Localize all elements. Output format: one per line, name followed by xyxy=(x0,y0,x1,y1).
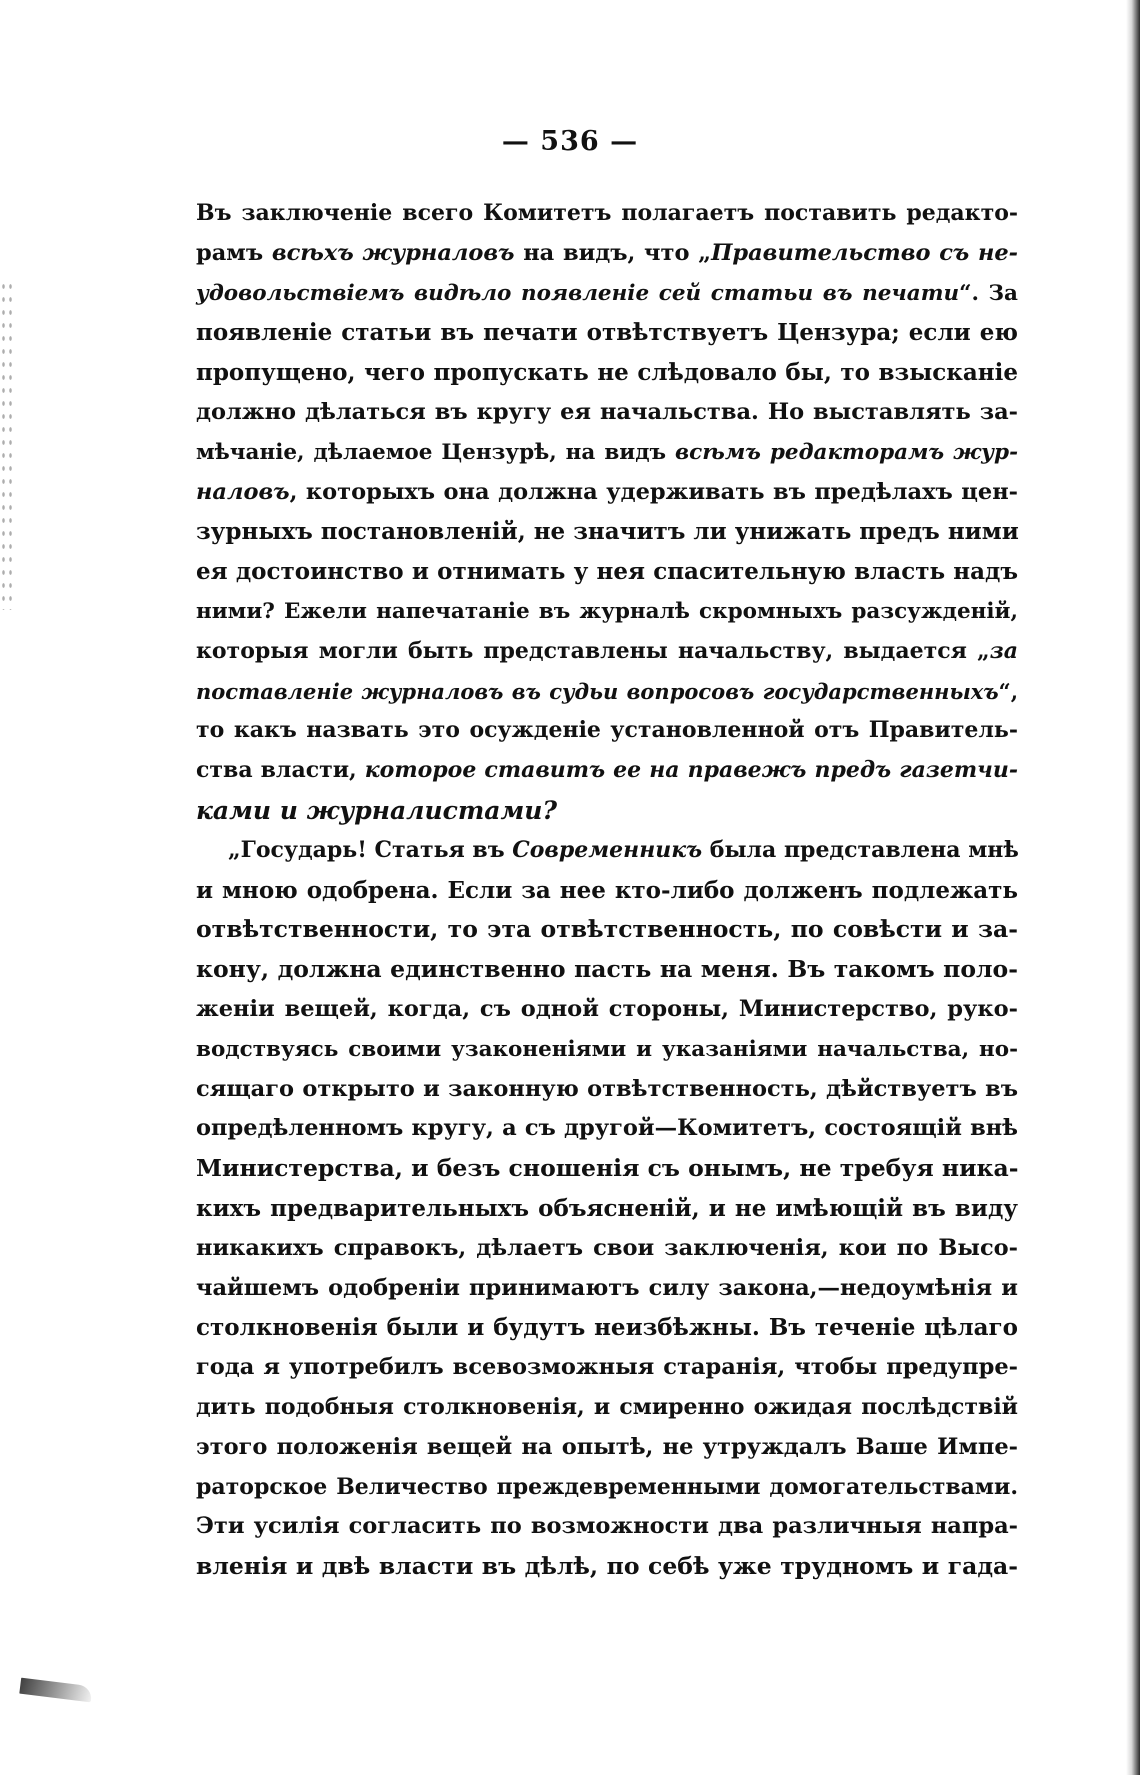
text-line xyxy=(196,1030,1018,1070)
text-line xyxy=(196,592,1018,632)
text-line xyxy=(196,1388,1018,1428)
text-line xyxy=(196,1269,1018,1309)
text-segment: “. За xyxy=(959,280,1018,306)
text-line xyxy=(196,234,1018,274)
body-text xyxy=(196,194,1018,1587)
text-segment: чайшемъ одобреніи принимаютъ силу закона,—недоумѣнія и xyxy=(196,1274,1018,1301)
text-line xyxy=(196,1507,1018,1547)
text-line xyxy=(196,353,1018,393)
text-segment: отвѣтственности, то эта отвѣтственность, по совѣсти и за- xyxy=(196,915,1018,944)
text-segment: появленіе статьи въ печати отвѣтствуетъ Цензура; если ею xyxy=(196,319,1018,347)
text-segment: ства власти, xyxy=(196,757,365,784)
text-segment: Министерства, и безъ сношенія съ онымъ, не требуя никa- xyxy=(196,1154,1019,1183)
text-segment: зурныхъ постановленій, не значитъ ли унижать предъ ними xyxy=(196,518,1019,546)
text-segment: мѣчаніе, дѣлаемое Цензурѣ, на видъ xyxy=(196,439,676,465)
italic-text: за xyxy=(989,637,1018,664)
text-line xyxy=(196,632,1018,672)
text-segment: женіи вещей, когда, съ одной стороны, Министерство, руко- xyxy=(196,995,1018,1022)
text-line xyxy=(196,552,1018,592)
italic-text: наловъ xyxy=(196,478,290,505)
text-line xyxy=(196,950,1018,990)
text-segment: то какъ назвать это осужденіе установленной отъ Правитель- xyxy=(196,717,1018,744)
text-line xyxy=(196,711,1018,751)
text-line xyxy=(196,512,1018,552)
text-segment: которыя могли быть представлены начальству, выдается „ xyxy=(196,637,990,664)
text-segment: столкновенія были и будутъ неизбѣжны. Въ теченіе цѣлаго xyxy=(196,1314,1018,1342)
text-segment: Эти усилія согласить по возможности два различныя напра- xyxy=(196,1513,1018,1540)
text-segment: „Государь! Статья въ xyxy=(228,836,513,863)
page-edge-shadow xyxy=(1126,0,1140,1775)
text-line xyxy=(196,1070,1018,1110)
text-segment: этого положенія вещей на опытѣ, не утруждалъ Ваше Импе- xyxy=(196,1433,1018,1460)
italic-text: которое ставитъ ее на правежъ предъ газетчи- xyxy=(364,757,1018,784)
text-segment: кихъ предварительныхъ объясненій, и не имѣющій въ виду xyxy=(196,1194,1018,1222)
text-line xyxy=(196,751,1018,791)
text-segment: рамъ xyxy=(196,239,272,266)
italic-text: Правительство съ не- xyxy=(711,239,1019,266)
text-line xyxy=(196,1468,1018,1508)
text-line xyxy=(196,1428,1018,1468)
text-segment: пропущено, чего пропускать не слѣдовало бы, то взысканіе xyxy=(196,359,1018,387)
text-segment: ними? Ежели напечатаніе въ журналѣ скромныхъ разсужденій, xyxy=(196,598,1018,624)
text-segment: ея достоинство и отнимать у нея спасительную власть надъ xyxy=(196,558,1018,586)
text-segment: дить подобныя столкновенія, и смиренно ожидая послѣдствій xyxy=(196,1393,1018,1420)
text-line xyxy=(196,672,1018,712)
text-line xyxy=(196,1109,1018,1149)
scan-specks xyxy=(0,280,14,610)
text-line xyxy=(196,313,1018,353)
italic-text: всѣхъ журналовъ xyxy=(271,239,515,266)
italic-text: ками и журналистами? xyxy=(196,795,558,825)
text-segment: должно дѣлаться въ кругу ея начальства. Но выставлять за- xyxy=(196,398,1018,425)
page-number: — 536 — xyxy=(501,126,639,157)
italic-text: всѣмъ редакторамъ жур- xyxy=(675,439,1018,465)
text-segment: кону, должна единственно пасть на меня. Въ такомъ поло- xyxy=(196,955,1018,984)
text-line xyxy=(196,194,1018,234)
text-line xyxy=(196,1189,1018,1229)
text-line xyxy=(196,1348,1018,1388)
text-segment: никакихъ справокъ, дѣлаетъ свои заключенія, кои по Высо- xyxy=(196,1234,1018,1261)
text-line xyxy=(196,274,1018,314)
text-line xyxy=(196,1308,1018,1348)
text-segment: “, xyxy=(998,678,1018,704)
text-line xyxy=(196,1547,1018,1587)
text-segment: опредѣленномъ кругу, а съ другой—Комитетъ, состоящій внѣ xyxy=(196,1115,1018,1142)
text-segment: , которыхъ она должна удерживать въ предѣлахъ цен- xyxy=(289,478,1018,505)
text-segment: вленія и двѣ власти въ дѣлѣ, по себѣ уже трудномъ и гада- xyxy=(196,1552,1018,1581)
text-line xyxy=(196,1149,1018,1189)
text-line xyxy=(196,990,1018,1030)
text-segment: года я употребилъ всевозможныя старанія, чтобы предупре- xyxy=(196,1354,1018,1381)
text-segment: раторское Величество преждевременными домогательствами. xyxy=(196,1473,1018,1500)
text-line xyxy=(196,393,1018,433)
italic-text: поставленіе журналовъ въ судьи вопросовъ государственныхъ xyxy=(196,678,999,704)
text-line xyxy=(196,473,1018,513)
text-segment: на видъ, что „ xyxy=(514,239,712,266)
text-segment: водствуясь своими узаконеніями и указаніями начальства, но- xyxy=(196,1036,1018,1062)
italic-text: удовольствіемъ видѣло появленіе сей статьи въ печати xyxy=(196,280,960,306)
text-segment: и мною одобрена. Если за нее кто-либо долженъ подлежать xyxy=(196,876,1018,904)
text-line xyxy=(196,791,1018,831)
text-line xyxy=(196,910,1018,950)
text-line xyxy=(196,831,1018,871)
corner-ink-smudge xyxy=(19,1678,92,1703)
text-segment: сящаго открыто и законную отвѣтственность, дѣйствуетъ въ xyxy=(196,1075,1018,1102)
text-line xyxy=(196,871,1018,911)
text-segment: Въ заключеніе всего Комитетъ полагаетъ поставить редакто- xyxy=(196,200,1018,226)
text-segment: была представлена мнѣ xyxy=(702,836,1019,863)
text-line xyxy=(196,1229,1018,1269)
text-line xyxy=(196,433,1018,473)
italic-text: Современникъ xyxy=(512,836,703,863)
